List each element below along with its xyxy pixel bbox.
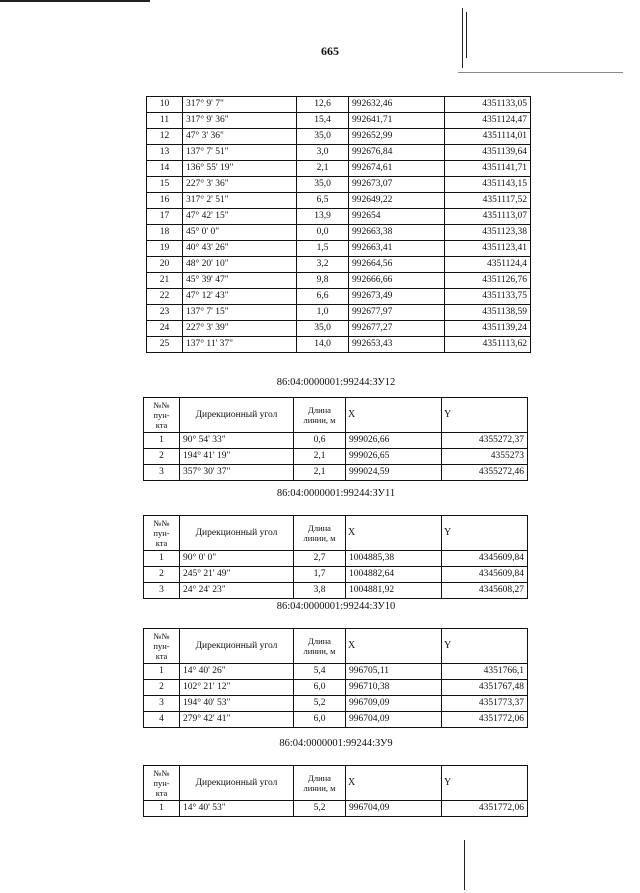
coord-x: 996704,09 bbox=[346, 712, 442, 728]
header-point-number-line: №№ bbox=[153, 518, 170, 528]
table-row bbox=[147, 241, 531, 257]
header-x: X bbox=[346, 398, 442, 433]
direction-angle: 90° 54' 33" bbox=[180, 433, 294, 449]
header-point-number-line: пун- bbox=[153, 778, 170, 788]
line-length: 6,0 bbox=[294, 680, 346, 696]
table-row bbox=[147, 113, 531, 129]
table-row bbox=[144, 551, 528, 567]
line-length: 1,0 bbox=[297, 305, 349, 321]
point-number: 14 bbox=[147, 161, 183, 177]
table-row bbox=[147, 257, 531, 273]
header-line-length bbox=[294, 766, 346, 801]
coord-y: 4351141,71 bbox=[445, 161, 531, 177]
direction-angle: 245° 21' 49" bbox=[180, 567, 294, 583]
line-length: 1,7 bbox=[294, 567, 346, 583]
coord-x: 992666,66 bbox=[349, 273, 445, 289]
header-line-length bbox=[294, 629, 346, 664]
coord-x: 1004881,92 bbox=[346, 583, 442, 599]
direction-angle: 102° 21' 12" bbox=[180, 680, 294, 696]
point-number: 19 bbox=[147, 241, 183, 257]
line-length: 0,0 bbox=[297, 225, 349, 241]
coord-y: 4355272,46 bbox=[442, 465, 528, 481]
line-length: 2,1 bbox=[294, 449, 346, 465]
header-point-number-line: №№ bbox=[153, 631, 170, 641]
coord-y: 4351114,01 bbox=[445, 129, 531, 145]
line-length: 35,0 bbox=[297, 129, 349, 145]
point-number: 13 bbox=[147, 145, 183, 161]
direction-angle: 279° 42' 41" bbox=[180, 712, 294, 728]
header-line-length-line: Длина bbox=[308, 773, 331, 783]
point-number: 1 bbox=[144, 551, 180, 567]
header-point-number bbox=[144, 516, 180, 551]
scan-binding-line-3 bbox=[464, 840, 465, 890]
point-number: 1 bbox=[144, 664, 180, 680]
table-row bbox=[147, 145, 531, 161]
point-number: 11 bbox=[147, 113, 183, 129]
point-number: 17 bbox=[147, 209, 183, 225]
direction-angle: 24° 24' 23" bbox=[180, 583, 294, 599]
point-number: 3 bbox=[144, 696, 180, 712]
point-number: 1 bbox=[144, 433, 180, 449]
point-number: 20 bbox=[147, 257, 183, 273]
coord-y: 4345609,84 bbox=[442, 551, 528, 567]
line-length: 6,5 bbox=[297, 193, 349, 209]
line-length: 35,0 bbox=[297, 177, 349, 193]
header-line-length-line: Длина bbox=[308, 405, 331, 415]
coordinates-table-zu10 bbox=[143, 628, 528, 728]
header-point-number bbox=[144, 629, 180, 664]
direction-angle: 45° 0' 0" bbox=[183, 225, 297, 241]
coord-y: 4351113,07 bbox=[445, 209, 531, 225]
direction-angle: 136° 55' 19" bbox=[183, 161, 297, 177]
point-number: 15 bbox=[147, 177, 183, 193]
line-length: 15,4 bbox=[297, 113, 349, 129]
line-length: 35,0 bbox=[297, 321, 349, 337]
section-caption-zu12: 86:04:0000001:99244:ЗУ12 bbox=[276, 377, 396, 388]
coord-x: 992673,49 bbox=[349, 289, 445, 305]
point-number: 25 bbox=[147, 337, 183, 353]
coord-y: 4351767,48 bbox=[442, 680, 528, 696]
point-number: 2 bbox=[144, 449, 180, 465]
table-row bbox=[147, 129, 531, 145]
table-header-row bbox=[144, 516, 528, 551]
coord-x: 992649,22 bbox=[349, 193, 445, 209]
direction-angle: 317° 2' 51" bbox=[183, 193, 297, 209]
table-row bbox=[147, 321, 531, 337]
table-row bbox=[147, 97, 531, 113]
coord-y: 4351138,59 bbox=[445, 305, 531, 321]
direction-angle: 45° 39' 47" bbox=[183, 273, 297, 289]
page-number: 665 bbox=[321, 44, 339, 58]
coord-y: 4351117,52 bbox=[445, 193, 531, 209]
header-line-length bbox=[294, 398, 346, 433]
table-row bbox=[144, 567, 528, 583]
coord-x: 992673,07 bbox=[349, 177, 445, 193]
header-direction-angle: Дирекционный угол bbox=[180, 629, 294, 664]
coord-y: 4351139,64 bbox=[445, 145, 531, 161]
direction-angle: 137° 11' 37" bbox=[183, 337, 297, 353]
coord-x: 992674,61 bbox=[349, 161, 445, 177]
coord-x: 996710,38 bbox=[346, 680, 442, 696]
point-number: 21 bbox=[147, 273, 183, 289]
header-x: X bbox=[346, 516, 442, 551]
coord-x: 1004885,38 bbox=[346, 551, 442, 567]
table-row bbox=[144, 664, 528, 680]
point-number: 10 bbox=[147, 97, 183, 113]
point-number: 2 bbox=[144, 567, 180, 583]
table-row bbox=[144, 801, 528, 817]
direction-angle: 137° 7' 51" bbox=[183, 145, 297, 161]
coord-x: 992653,43 bbox=[349, 337, 445, 353]
header-line-length-line: линии, м bbox=[303, 415, 336, 425]
coord-y: 4351139,24 bbox=[445, 321, 531, 337]
line-length: 12,6 bbox=[297, 97, 349, 113]
point-number: 24 bbox=[147, 321, 183, 337]
section-caption-zu10: 86:04:0000001:99244:ЗУ10 bbox=[276, 601, 396, 612]
header-point-number-line: пун- bbox=[153, 410, 170, 420]
table-row bbox=[147, 209, 531, 225]
coord-x: 992641,71 bbox=[349, 113, 445, 129]
coord-y: 4351124,47 bbox=[445, 113, 531, 129]
coord-y: 4351133,05 bbox=[445, 97, 531, 113]
coord-y: 4351123,38 bbox=[445, 225, 531, 241]
direction-angle: 47° 12' 43" bbox=[183, 289, 297, 305]
coord-x: 996709,09 bbox=[346, 696, 442, 712]
line-length: 6,0 bbox=[294, 712, 346, 728]
table-row bbox=[147, 177, 531, 193]
coordinates-table-zu9 bbox=[143, 765, 528, 817]
point-number: 23 bbox=[147, 305, 183, 321]
header-line-length bbox=[294, 516, 346, 551]
direction-angle: 194° 40' 53" bbox=[180, 696, 294, 712]
point-number: 12 bbox=[147, 129, 183, 145]
line-length: 2,7 bbox=[294, 551, 346, 567]
line-length: 9,8 bbox=[297, 273, 349, 289]
table-row bbox=[147, 305, 531, 321]
table-row bbox=[147, 289, 531, 305]
header-direction-angle: Дирекционный угол bbox=[180, 398, 294, 433]
table-row bbox=[144, 465, 528, 481]
table-row bbox=[147, 273, 531, 289]
coord-x: 996704,09 bbox=[346, 801, 442, 817]
header-point-number bbox=[144, 766, 180, 801]
point-number: 22 bbox=[147, 289, 183, 305]
section-caption-zu9: 86:04:0000001:99244:ЗУ9 bbox=[279, 738, 393, 749]
line-length: 14,0 bbox=[297, 337, 349, 353]
direction-angle: 317° 9' 36" bbox=[183, 113, 297, 129]
coord-y: 4351126,76 bbox=[445, 273, 531, 289]
direction-angle: 47° 3' 36" bbox=[183, 129, 297, 145]
header-line-length-line: Длина bbox=[308, 636, 331, 646]
line-length: 3,8 bbox=[294, 583, 346, 599]
coord-y: 4351766,1 bbox=[442, 664, 528, 680]
coord-y: 4355273 bbox=[442, 449, 528, 465]
section-caption-zu11: 86:04:0000001:99244:ЗУ11 bbox=[276, 488, 396, 499]
line-length: 3,0 bbox=[297, 145, 349, 161]
header-point-number-line: кта bbox=[155, 651, 168, 661]
point-number: 3 bbox=[144, 465, 180, 481]
coord-x: 992654 bbox=[349, 209, 445, 225]
table-header-row bbox=[144, 398, 528, 433]
coord-x: 1004882,64 bbox=[346, 567, 442, 583]
table-row bbox=[144, 680, 528, 696]
direction-angle: 40° 43' 26" bbox=[183, 241, 297, 257]
header-point-number-line: кта bbox=[155, 538, 168, 548]
coordinates-table-zu12 bbox=[143, 397, 528, 481]
coord-x: 992677,97 bbox=[349, 305, 445, 321]
direction-angle: 317° 9' 7" bbox=[183, 97, 297, 113]
table-row bbox=[144, 583, 528, 599]
point-number: 1 bbox=[144, 801, 180, 817]
header-y: Y bbox=[442, 516, 528, 551]
direction-angle: 14° 40' 26" bbox=[180, 664, 294, 680]
point-number: 18 bbox=[147, 225, 183, 241]
coord-y: 4351772,06 bbox=[442, 801, 528, 817]
header-point-number-line: кта bbox=[155, 788, 168, 798]
coord-x: 999026,65 bbox=[346, 449, 442, 465]
header-point-number-line: кта bbox=[155, 420, 168, 430]
header-y: Y bbox=[442, 398, 528, 433]
coord-x: 992663,38 bbox=[349, 225, 445, 241]
header-line-length-line: линии, м bbox=[303, 533, 336, 543]
line-length: 0,6 bbox=[294, 433, 346, 449]
header-direction-angle: Дирекционный угол bbox=[180, 766, 294, 801]
line-length: 3,2 bbox=[297, 257, 349, 273]
line-length: 6,6 bbox=[297, 289, 349, 305]
scan-edge-line bbox=[0, 0, 150, 2]
coord-y: 4351123,41 bbox=[445, 241, 531, 257]
header-y: Y bbox=[442, 629, 528, 664]
scan-binding-line bbox=[462, 8, 463, 68]
coord-y: 4355272,37 bbox=[442, 433, 528, 449]
line-length: 1,5 bbox=[297, 241, 349, 257]
header-direction-angle: Дирекционный угол bbox=[180, 516, 294, 551]
line-length: 2,1 bbox=[294, 465, 346, 481]
coord-y: 4351113,62 bbox=[445, 337, 531, 353]
line-length: 5,2 bbox=[294, 696, 346, 712]
header-point-number-line: №№ bbox=[153, 400, 170, 410]
header-y: Y bbox=[442, 766, 528, 801]
coord-y: 4351143,15 bbox=[445, 177, 531, 193]
line-length: 5,2 bbox=[294, 801, 346, 817]
direction-angle: 357° 30' 37" bbox=[180, 465, 294, 481]
point-number: 2 bbox=[144, 680, 180, 696]
direction-angle: 14° 40' 53" bbox=[180, 801, 294, 817]
direction-angle: 90° 0' 0" bbox=[180, 551, 294, 567]
header-x: X bbox=[346, 766, 442, 801]
coord-x: 992663,41 bbox=[349, 241, 445, 257]
table-row bbox=[144, 696, 528, 712]
table-row bbox=[147, 337, 531, 353]
line-length: 5,4 bbox=[294, 664, 346, 680]
table-row bbox=[144, 712, 528, 728]
header-point-number-line: №№ bbox=[153, 768, 170, 778]
table-row bbox=[147, 161, 531, 177]
coord-x: 992632,46 bbox=[349, 97, 445, 113]
point-number: 4 bbox=[144, 712, 180, 728]
table-header-row bbox=[144, 629, 528, 664]
table-row bbox=[144, 449, 528, 465]
coord-y: 4351124,4 bbox=[445, 257, 531, 273]
coord-x: 996705,11 bbox=[346, 664, 442, 680]
header-x: X bbox=[346, 629, 442, 664]
coord-x: 992652,99 bbox=[349, 129, 445, 145]
coord-x: 999024,59 bbox=[346, 465, 442, 481]
point-number: 16 bbox=[147, 193, 183, 209]
scan-binding-line-2 bbox=[466, 12, 467, 58]
coord-y: 4351772,06 bbox=[442, 712, 528, 728]
coord-x: 992664,56 bbox=[349, 257, 445, 273]
coord-x: 992676,84 bbox=[349, 145, 445, 161]
header-point-number-line: пун- bbox=[153, 528, 170, 538]
line-length: 13,9 bbox=[297, 209, 349, 225]
direction-angle: 47° 42' 15" bbox=[183, 209, 297, 225]
header-line-length-line: линии, м bbox=[303, 646, 336, 656]
header-point-number bbox=[144, 398, 180, 433]
coord-y: 4351133,75 bbox=[445, 289, 531, 305]
coord-y: 4351773,37 bbox=[442, 696, 528, 712]
table-row bbox=[147, 225, 531, 241]
direction-angle: 194° 41' 19" bbox=[180, 449, 294, 465]
table-header-row bbox=[144, 766, 528, 801]
direction-angle: 227° 3' 36" bbox=[183, 177, 297, 193]
header-point-number-line: пун- bbox=[153, 641, 170, 651]
table-row bbox=[144, 433, 528, 449]
line-length: 2,1 bbox=[297, 161, 349, 177]
header-line-length-line: Длина bbox=[308, 523, 331, 533]
coord-x: 999026,66 bbox=[346, 433, 442, 449]
direction-angle: 227° 3' 39" bbox=[183, 321, 297, 337]
coordinates-table-zu11 bbox=[143, 515, 528, 599]
scan-noise-line bbox=[458, 72, 623, 73]
coord-y: 4345608,27 bbox=[442, 583, 528, 599]
header-line-length-line: линии, м bbox=[303, 783, 336, 793]
coord-x: 992677,27 bbox=[349, 321, 445, 337]
table-row bbox=[147, 193, 531, 209]
coord-y: 4345609,84 bbox=[442, 567, 528, 583]
point-number: 3 bbox=[144, 583, 180, 599]
direction-angle: 137° 7' 15" bbox=[183, 305, 297, 321]
direction-angle: 48° 20' 10" bbox=[183, 257, 297, 273]
coordinates-table-main bbox=[146, 96, 531, 353]
